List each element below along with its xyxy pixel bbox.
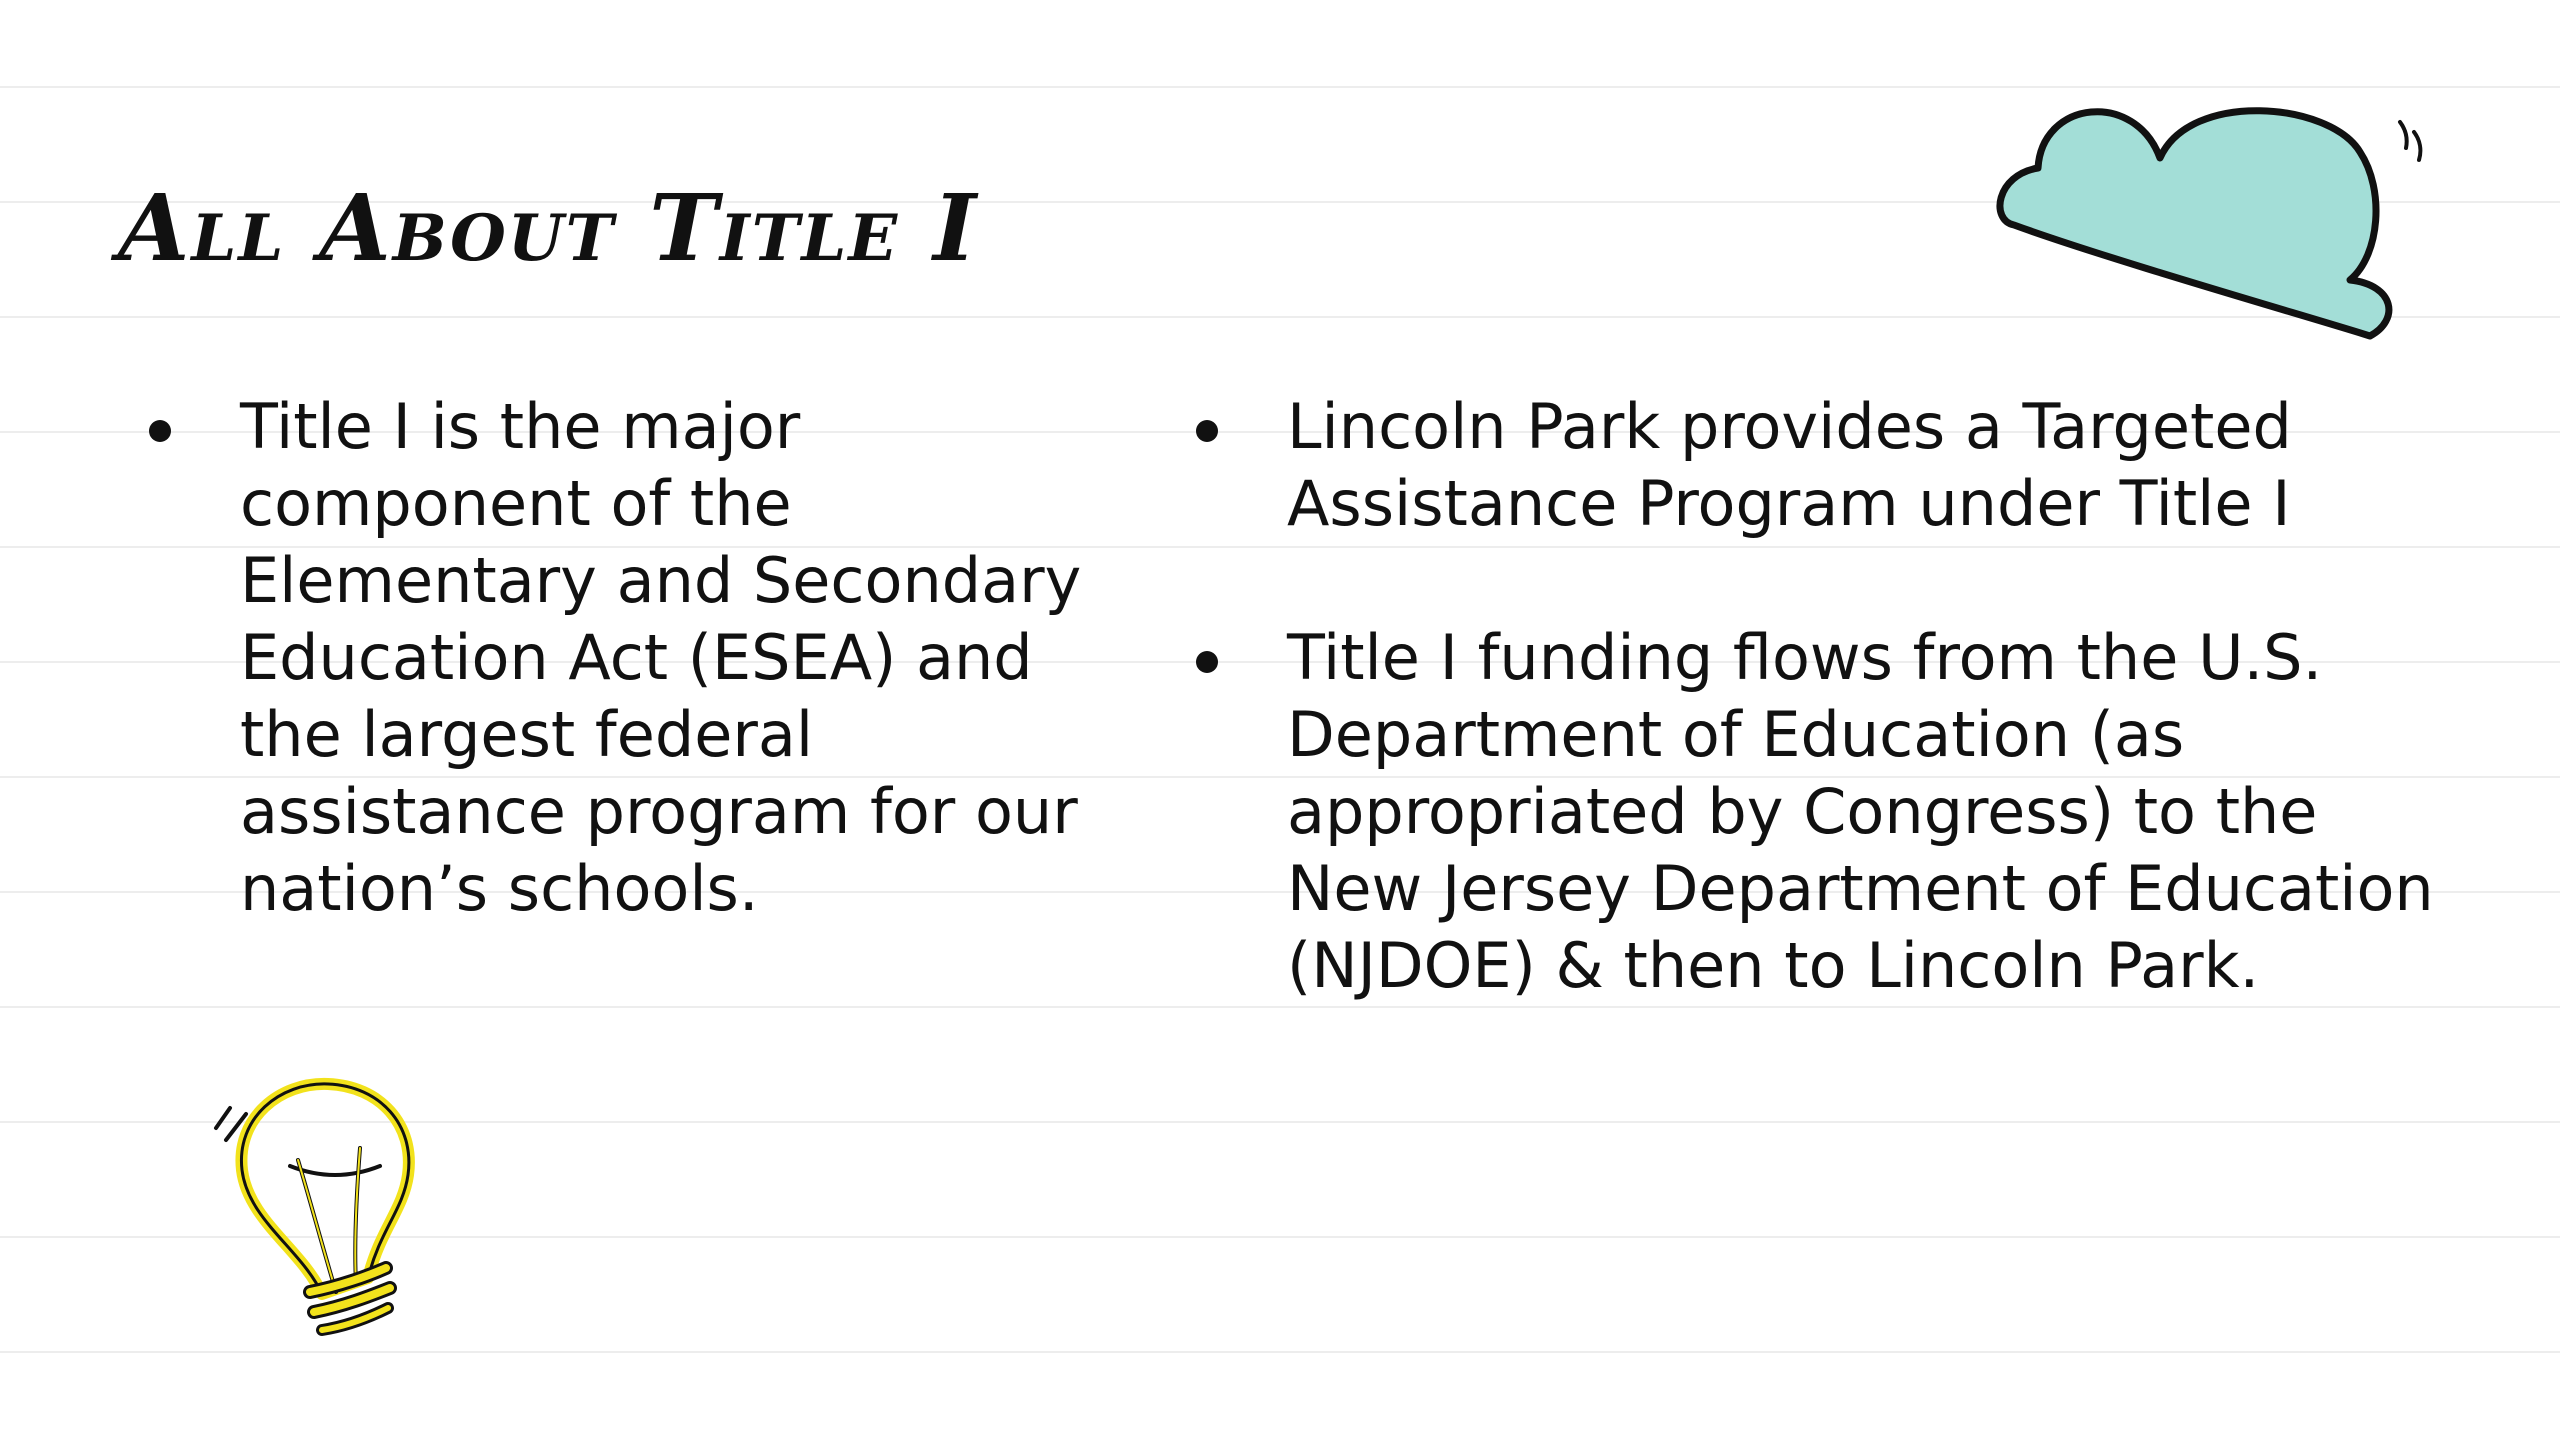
right-bullet-list bbox=[1192, 388, 2452, 1004]
list-item bbox=[145, 388, 1105, 927]
bullet-icon bbox=[1196, 420, 1218, 442]
lightbulb-icon bbox=[210, 1070, 460, 1340]
bullet-icon bbox=[149, 420, 171, 442]
slide-title: All About Title I bbox=[118, 174, 979, 282]
bullet-text: Title I is the major component of the Elementary and Secondary Education Act (ESEA) and the largest federal assistance program for our nation’s schools. bbox=[240, 390, 1082, 925]
left-bullet-list bbox=[145, 388, 1105, 927]
bullet-text: Title I funding flows from the U.S. Department of Education (as appropriated by Congress) to the New Jersey Department of Education (NJDOE) & then to Lincoln Park. bbox=[1287, 621, 2434, 1002]
list-item bbox=[1192, 619, 2452, 1004]
list-item bbox=[1192, 388, 2452, 542]
ruled-line bbox=[0, 1351, 2560, 1353]
bullet-icon bbox=[1196, 651, 1218, 673]
ruled-line bbox=[0, 1006, 2560, 1008]
cloud-icon bbox=[1990, 80, 2460, 360]
bullet-text: Lincoln Park provides a Targeted Assistance Program under Title I bbox=[1287, 390, 2292, 540]
